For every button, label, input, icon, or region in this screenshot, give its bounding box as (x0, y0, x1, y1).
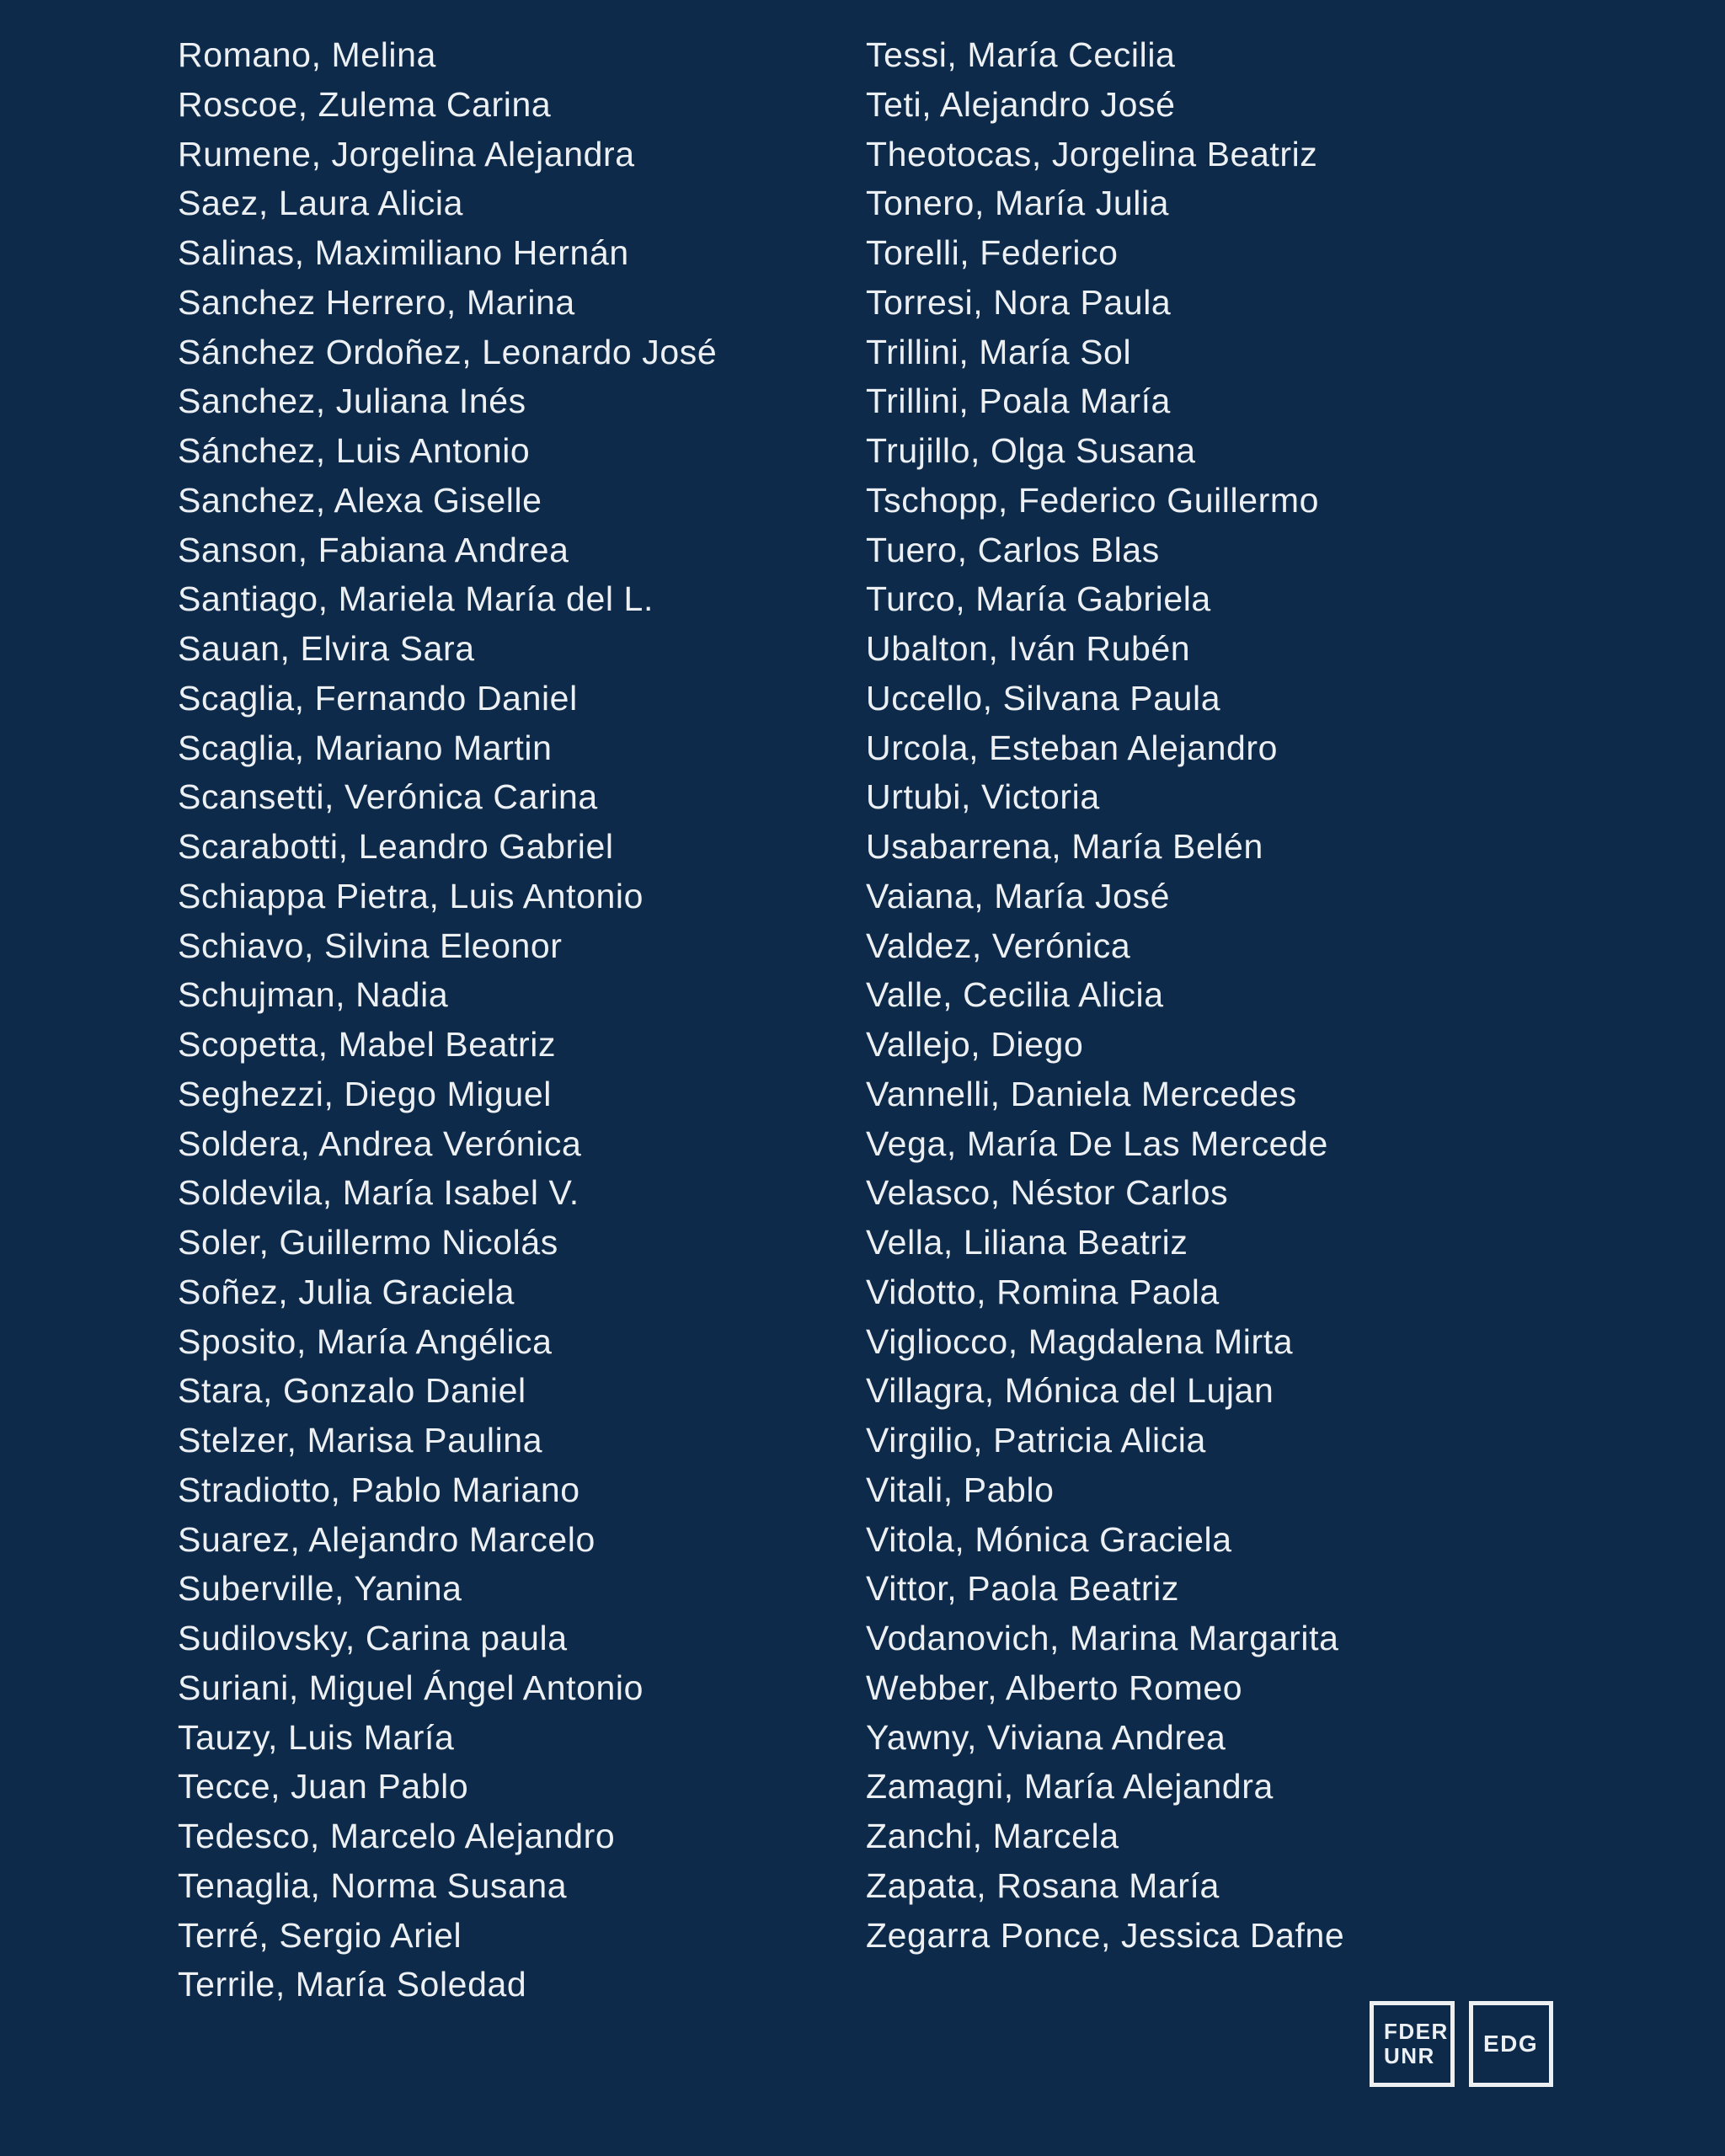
name-column-right (866, 30, 1344, 1960)
list-item: Torresi, Nora Paula (866, 282, 1172, 322)
list-item: Vitola, Mónica Graciela (866, 1519, 1232, 1559)
list-item: Ubalton, Iván Rubén (866, 629, 1191, 668)
list-item: Salinas, Maximiliano Hernán (178, 233, 629, 272)
list-item: Suarez, Alejandro Marcelo (178, 1519, 595, 1559)
list-item: Tenaglia, Norma Susana (178, 1865, 568, 1905)
list-item: Zamagni, María Alejandra (866, 1767, 1274, 1806)
list-item: Scaglia, Fernando Daniel (178, 678, 578, 718)
list-item: Terré, Sergio Ariel (178, 1915, 462, 1955)
list-item: Stelzer, Marisa Paulina (178, 1421, 543, 1460)
fder-unr-logo-line2: UNR (1384, 2043, 1435, 2068)
list-item: Scopetta, Mabel Beatriz (178, 1025, 557, 1064)
list-item: Tonero, María Julia (866, 184, 1170, 223)
list-item: Urtubi, Victoria (866, 777, 1100, 817)
list-item: Terrile, María Soledad (178, 1965, 527, 2004)
list-item: Suriani, Miguel Ángel Antonio (178, 1668, 644, 1707)
list-item: Schiavo, Silvina Eleonor (178, 926, 563, 965)
list-item: Tschopp, Federico Guillermo (866, 480, 1320, 520)
list-item: Valdez, Verónica (866, 926, 1131, 965)
list-item: Velasco, Néstor Carlos (866, 1173, 1229, 1213)
list-item: Sanchez Herrero, Marina (178, 282, 575, 322)
list-item: Urcola, Esteban Alejandro (866, 728, 1279, 767)
list-item: Zegarra Ponce, Jessica Dafne (866, 1915, 1345, 1955)
edg-logo-label: EDG (1483, 2031, 1539, 2057)
edg-logo (1469, 2001, 1553, 2087)
list-item: Soldevila, María Isabel V. (178, 1173, 579, 1213)
list-item: Suberville, Yanina (178, 1569, 462, 1609)
list-item: Tecce, Juan Pablo (178, 1767, 469, 1806)
list-item: Sanson, Fabiana Andrea (178, 530, 569, 569)
list-item: Vittor, Paola Beatriz (866, 1569, 1179, 1609)
list-item: Schujman, Nadia (178, 975, 449, 1015)
list-item: Uccello, Silvana Paula (866, 678, 1221, 718)
list-item: Soldera, Andrea Verónica (178, 1123, 582, 1163)
list-item: Tedesco, Marcelo Alejandro (178, 1817, 616, 1855)
list-item: Vitali, Pablo (866, 1470, 1055, 1509)
list-item: Scaglia, Mariano Martin (178, 728, 553, 767)
list-item: Seghezzi, Diego Miguel (178, 1074, 552, 1113)
fder-unr-logo-text (1384, 2020, 1449, 2068)
footer-logos (1370, 2001, 1553, 2087)
list-item: Yawny, Viviana Andrea (866, 1717, 1226, 1757)
list-item: Sposito, María Angélica (178, 1321, 553, 1361)
list-item: Sánchez Ordoñez, Leonardo José (178, 332, 718, 371)
list-item: Scansetti, Verónica Carina (178, 777, 598, 817)
list-item: Rumene, Jorgelina Alejandra (178, 134, 635, 173)
list-item: Vidotto, Romina Paola (866, 1272, 1220, 1311)
list-item: Vallejo, Diego (866, 1025, 1084, 1064)
list-item: Tauzy, Luis María (178, 1717, 455, 1757)
list-item: Sudilovsky, Carina paula (178, 1619, 568, 1657)
list-item: Tessi, María Cecilia (866, 35, 1176, 74)
list-item: Soñez, Julia Graciela (178, 1272, 515, 1311)
list-item: Scarabotti, Leandro Gabriel (178, 827, 614, 866)
list-item: Vannelli, Daniela Mercedes (866, 1074, 1297, 1113)
list-item: Trillini, María Sol (866, 332, 1132, 371)
list-item: Villagra, Mónica del Lujan (866, 1371, 1274, 1411)
list-item: Romano, Melina (178, 35, 436, 74)
list-item: Vega, María De Las Mercede (866, 1123, 1328, 1163)
list-item: Valle, Cecilia Alicia (866, 975, 1164, 1015)
list-item: Virgilio, Patricia Alicia (866, 1421, 1206, 1460)
list-item: Vella, Liliana Beatriz (866, 1223, 1188, 1262)
list-item: Stara, Gonzalo Daniel (178, 1371, 526, 1411)
name-column-left (178, 30, 717, 2009)
list-item: Santiago, Mariela María del L. (178, 579, 654, 619)
list-item: Trujillo, Olga Susana (866, 431, 1196, 470)
list-item: Sanchez, Juliana Inés (178, 382, 526, 421)
list-item: Vigliocco, Magdalena Mirta (866, 1321, 1294, 1361)
list-item: Tuero, Carlos Blas (866, 530, 1160, 569)
list-item: Zapata, Rosana María (866, 1865, 1220, 1905)
list-item: Soler, Guillermo Nicolás (178, 1223, 558, 1262)
list-item: Roscoe, Zulema Carina (178, 84, 552, 124)
list-item: Stradiotto, Pablo Mariano (178, 1470, 580, 1509)
list-item: Vodanovich, Marina Margarita (866, 1619, 1339, 1657)
fder-unr-logo (1370, 2001, 1455, 2087)
list-item: Vaiana, María José (866, 876, 1171, 915)
list-item: Zanchi, Marcela (866, 1817, 1119, 1855)
list-item: Teti, Alejandro José (866, 84, 1176, 124)
list-item: Saez, Laura Alicia (178, 184, 464, 223)
list-item: Trillini, Poala María (866, 382, 1171, 421)
list-item: Sánchez, Luis Antonio (178, 431, 531, 470)
list-item: Sanchez, Alexa Giselle (178, 480, 542, 520)
list-item: Torelli, Federico (866, 233, 1119, 272)
list-item: Sauan, Elvira Sara (178, 629, 475, 668)
list-item: Schiappa Pietra, Luis Antonio (178, 876, 644, 915)
list-item: Usabarrena, María Belén (866, 827, 1263, 866)
fder-unr-logo-line1: FDER (1384, 2019, 1449, 2044)
list-item: Theotocas, Jorgelina Beatriz (866, 134, 1318, 173)
list-item: Webber, Alberto Romeo (866, 1668, 1243, 1707)
list-item: Turco, María Gabriela (866, 579, 1211, 619)
